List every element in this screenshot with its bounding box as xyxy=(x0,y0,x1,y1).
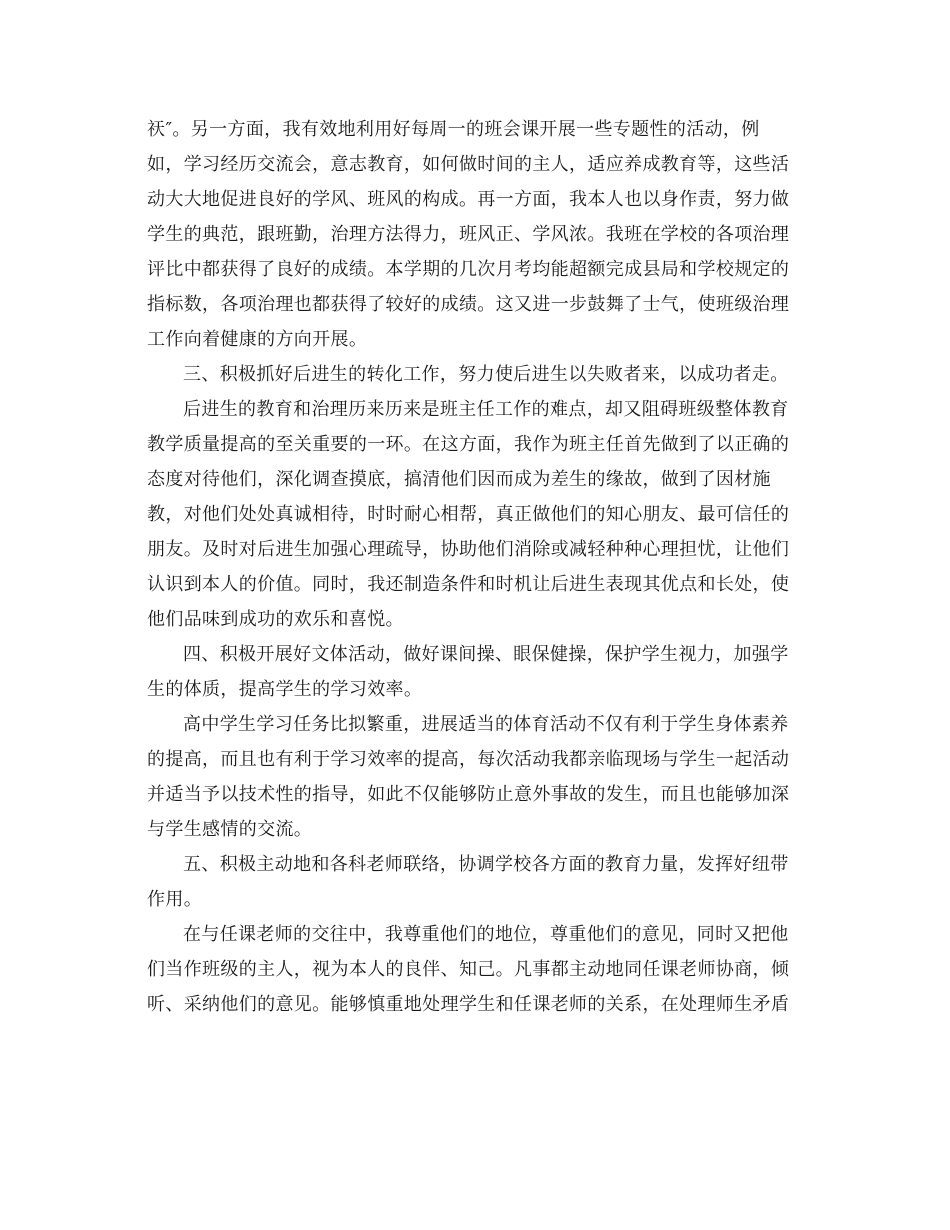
text-line: 如，学习经历交流会，意志教育，如何做时间的主人，适应养成教育等，这些活 xyxy=(147,154,790,175)
text-line: 教学质量提高的至关重要的一环。在这方面，我作为班主任首先做到了以正确的 xyxy=(147,434,790,455)
text-line: 生的体质，提高学生的学习效率。 xyxy=(147,679,423,700)
text-line: 与学生感情的交流。 xyxy=(147,819,313,840)
text-line: 并适当予以技术性的指导，如此不仅能够防止意外事故的发生，而且也能够加深 xyxy=(147,784,790,805)
text-line: 的提高，而且也有利于学习效率的提高，每次活动我都亲临现场与学生一起活动 xyxy=(147,749,790,770)
text-line: 在与任课老师的交往中，我尊重他们的地位，尊重他们的意见，同时又把他 xyxy=(183,924,789,945)
text-line: 评比中都获得了良好的成绩。本学期的几次月考均能超额完成县局和学校规定的 xyxy=(147,259,790,280)
text-line: 态度对待他们，深化调查摸底，搞清他们因而成为差生的缘故，做到了因材施 xyxy=(147,469,771,490)
text-line: 教，对他们处处真诚相待，时时耐心相帮，真正做他们的知心朋友、最可信任的 xyxy=(147,504,790,525)
section-heading: 三、积极抓好后进生的转化工作，努力使后进生以失败者来，以成功者走。 xyxy=(183,364,789,385)
text-line: 后进生的教育和治理历来历来是班主任工作的难点，却又阻碍班级整体教育 xyxy=(183,399,789,420)
text-line: 祆″。另一方面，我有效地利用好每周一的班会课开展一些专题性的活动，例 xyxy=(147,119,760,140)
text-line: 认识到本人的价值。同时，我还制造条件和时机让后进生表现其优点和长处，使 xyxy=(147,574,790,595)
text-line: 高中学生学习任务比拟繁重，进展适当的体育活动不仅有利于学生身体素养 xyxy=(183,714,789,735)
text-line: 听、采纳他们的意见。能够慎重地处理学生和任课老师的关系，在处理师生矛盾 xyxy=(147,994,790,1015)
section-heading: 五、积极主动地和各科老师联络，协调学校各方面的教育力量，发挥好纽带 xyxy=(183,854,789,875)
text-line: 指标数，各项治理也都获得了较好的成绩。这又进一步鼓舞了士气，使班级治理 xyxy=(147,294,790,315)
text-line: 们当作班级的主人，视为本人的良伴、知己。凡事都主动地同任课老师协商，倾 xyxy=(147,959,790,980)
text-line: 工作向着健康的方向开展。 xyxy=(147,329,368,350)
text-line: 作用。 xyxy=(147,889,203,910)
text-line: 学生的典范，跟班勤，治理方法得力，班风正、学风浓。我班在学校的各项治理 xyxy=(147,224,790,245)
text-line: 动大大地促进良好的学风、班风的构成。再一方面，我本人也以身作责，努力做 xyxy=(147,189,790,210)
text-line: 他们品味到成功的欢乐和喜悦。 xyxy=(147,609,404,630)
section-heading: 四、积极开展好文体活动，做好课间操、眼保健操，保护学生视力，加强学 xyxy=(183,644,789,665)
text-line: 朋友。及时对后进生加强心理疏导，协助他们消除或减轻种种心理担忧，让他们 xyxy=(147,539,790,560)
